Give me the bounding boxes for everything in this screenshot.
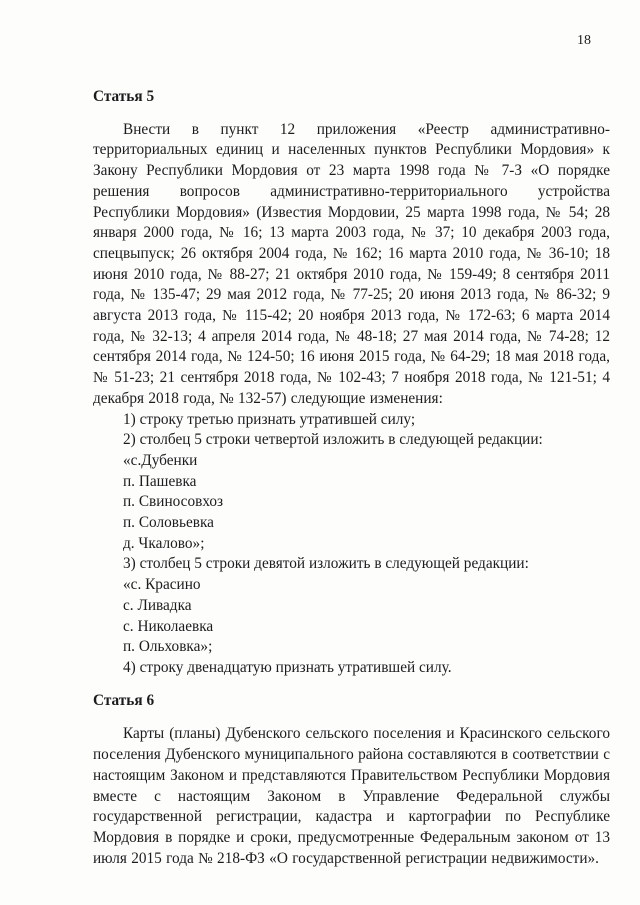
article-5-heading: Статья 5 (93, 88, 155, 105)
document-body (93, 87, 610, 869)
list-item: 4) строку двенадцатую признать утратившей силу. (123, 658, 452, 676)
list-item: п. Соловьевка (123, 514, 214, 532)
list-item: «с. Красино (123, 576, 201, 594)
article-6-paragraph: Карты (планы) Дубенского сельского поселения и Красинского сельского поселения Дубенского муниципального района составляются в соответствии с настоящим Законом и представляются Правительством Республики Мордовия вместе с настоящим Законом в Управление Федеральной службы государственной регистрации, кадастра и картографии по Республике Мордовия в порядке и сроки, предусмотренные Федеральным законом от 13 июля 2015 года № 218-ФЗ «О государственной регистрации недвижимости». (93, 725, 610, 867)
article-5-changes-list (93, 410, 610, 679)
page-number: 18 (577, 33, 591, 48)
article-6-heading: Статья 6 (93, 691, 155, 709)
list-item: «с.Дубенки (123, 451, 198, 469)
list-item: 3) столбец 5 строки девятой изложить в следующей редакции: (123, 555, 529, 573)
list-item: с. Николаевка (123, 617, 214, 635)
article-5-intro-paragraph: Внести в пункт 12 приложения «Реестр административно-территориальных единиц и населенных пунктов Республики Мордовия» к Закону Республики Мордовия от 23 марта 1998 года № 7-З «О порядке решения вопросов административно-территориального устройства Республики Мордовия» (Известия Мордовии, 25 марта 1998 года, № 54; 28 января 2000 года, № 16; 13 марта 2003 года, № 37; 10 декабря 2003 года, спецвыпуск; 26 октября 2004 года, № 162; 16 марта 2010 года, № 36-10; 18 июня 2010 года, № 88-27; 21 октября 2010 года, № 159-49; 8 сентября 2011 года, № 135-47; 29 мая 2012 года, № 77-25; 20 июня 2013 года, № 86-32; 9 августа 2013 года, № 115-42; 20 ноября 2013 года, № 172-63; 6 марта 2014 года, № 32-13; 4 апреля 2014 года, № 48-18; 27 мая 2014 года, № 74-28; 12 сентября 2014 года, № 124-50; 16 июня 2015 года, № 64-29; 18 мая 2018 года, № 51-23; 21 сентября 2018 года, № 102-43; 7 ноября 2018 года, № 121-51; 4 декабря 2018 года, № 132-57) следующие изменения: (93, 120, 610, 407)
list-item: п. Пашевка (123, 472, 197, 490)
list-item: с. Ливадка (123, 596, 192, 614)
list-item: д. Чкалово»; (123, 534, 205, 552)
list-item: п. Свиносовхоз (123, 493, 224, 511)
list-item: 2) столбец 5 строки четвертой изложить в следующей редакции: (123, 431, 543, 449)
list-item: п. Ольховка»; (123, 638, 213, 656)
list-item: 1) строку третью признать утратившей силу; (123, 410, 416, 428)
